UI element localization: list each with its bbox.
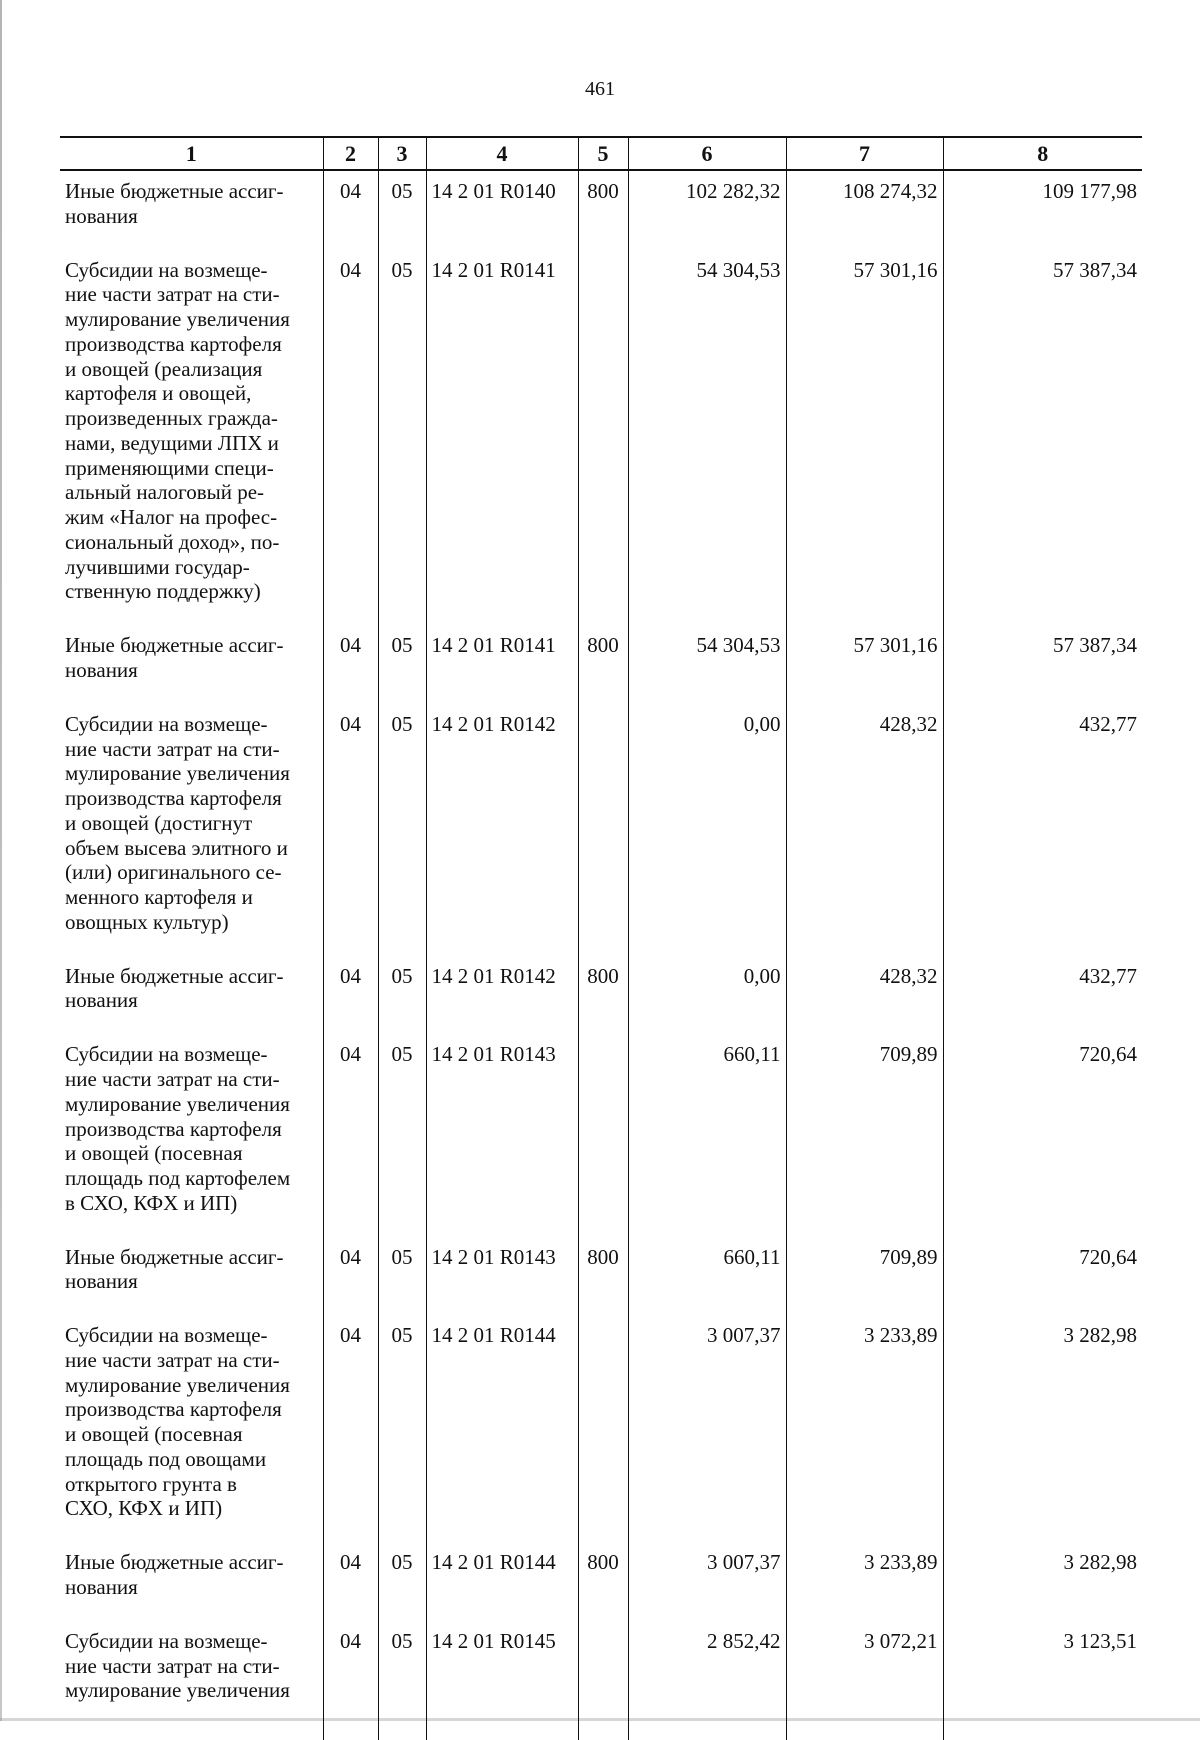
target-item-cell: 14 2 01 R0143 (426, 1034, 578, 1236)
scan-edge-left (0, 0, 2, 1721)
target-item-cell: 14 2 01 R0142 (426, 704, 578, 956)
row-name-cell (60, 250, 323, 626)
row-name-line: нования (65, 658, 138, 683)
row-name-line: нования (65, 1574, 138, 1599)
expense-type-cell (578, 1034, 628, 1236)
row-name-line: применяющими специ- (65, 455, 274, 480)
row-name-line: нования (65, 203, 138, 228)
amount-col-7-cell: 108 274,32 (786, 170, 943, 250)
row-name-line: жим «Налог на профес- (65, 505, 278, 530)
row-name-cell (60, 1034, 323, 1236)
row-name-line: нования (65, 1269, 138, 1294)
row-name-line: мулирование увеличения (65, 1091, 290, 1116)
row-name-line: ние части затрат на сти- (65, 1066, 280, 1091)
row-name-line: Субсидии на возмеще- (65, 1628, 268, 1653)
header-col-7: 7 (786, 137, 943, 170)
header-col-6: 6 (628, 137, 786, 170)
row-name-line: производства картофеля (65, 786, 282, 811)
row-name-line: картофеля и овощей, (65, 381, 252, 406)
row-name-cell (60, 1315, 323, 1542)
amount-col-8-cell: 57 387,34 (943, 625, 1142, 704)
amount-col-6-cell: 3 007,37 (628, 1315, 786, 1542)
row-name-line: Иные бюджетные ассиг- (65, 179, 284, 203)
row-name-line: производства картофеля (65, 1397, 282, 1422)
row-name-cell (60, 1621, 323, 1740)
row-name-line: Иные бюджетные ассиг- (65, 963, 284, 988)
row-name-cell (60, 170, 323, 250)
row-name-line: Субсидии на возмеще- (65, 711, 268, 736)
amount-col-7-cell: 57 301,16 (786, 625, 943, 704)
expense-type-cell (578, 250, 628, 626)
subsection-code-cell: 05 (378, 250, 426, 626)
target-item-cell: 14 2 01 R0142 (426, 956, 578, 1035)
table-row (60, 704, 1142, 956)
row-name-line: объем высева элитного и (65, 835, 288, 860)
row-name-cell (60, 1237, 323, 1316)
row-name-line: произведенных гражда- (65, 406, 278, 431)
subsection-code-cell: 05 (378, 170, 426, 250)
expense-type-cell: 800 (578, 1237, 628, 1316)
table-row (60, 1542, 1142, 1621)
table-row (60, 625, 1142, 704)
target-item-cell: 14 2 01 R0144 (426, 1315, 578, 1542)
row-name-line: нования (65, 988, 138, 1013)
row-name-line: ние части затрат на сти- (65, 1347, 280, 1372)
row-name-line: производства картофеля (65, 331, 282, 356)
row-name-line: и овощей (реализация (65, 356, 263, 381)
subsection-code-cell: 05 (378, 1237, 426, 1316)
expense-type-cell: 800 (578, 956, 628, 1035)
table-row (60, 170, 1142, 250)
amount-col-6-cell: 3 007,37 (628, 1542, 786, 1621)
amount-col-7-cell: 3 233,89 (786, 1542, 943, 1621)
subsection-code-cell: 05 (378, 625, 426, 704)
row-name-line: мулирование увеличения (65, 307, 290, 332)
subsection-code-cell: 05 (378, 1034, 426, 1236)
amount-col-8-cell: 432,77 (943, 704, 1142, 956)
header-col-1: 1 (60, 137, 323, 170)
row-name-line: площадь под картофелем (65, 1166, 291, 1191)
section-code-cell: 04 (323, 625, 378, 704)
row-name-line: Субсидии на возмеще- (65, 257, 268, 282)
amount-col-7-cell: 428,32 (786, 704, 943, 956)
row-name-line: Иные бюджетные ассиг- (65, 1244, 284, 1269)
amount-col-7-cell: 709,89 (786, 1237, 943, 1316)
section-code-cell: 04 (323, 250, 378, 626)
table-row (60, 1237, 1142, 1316)
amount-col-7-cell: 57 301,16 (786, 250, 943, 626)
budget-table (60, 136, 1142, 1740)
header-col-4: 4 (426, 137, 578, 170)
amount-col-8-cell: 57 387,34 (943, 250, 1142, 626)
target-item-cell: 14 2 01 R0140 (426, 170, 578, 250)
row-name-line: и овощей (посевная (65, 1141, 243, 1166)
target-item-cell: 14 2 01 R0145 (426, 1621, 578, 1740)
row-name-line: мулирование увеличения (65, 761, 290, 786)
row-name-cell (60, 625, 323, 704)
row-name-line: сиональный доход», по- (65, 529, 280, 554)
row-name-line: мулирование увеличения (65, 1678, 290, 1703)
subsection-code-cell: 05 (378, 956, 426, 1035)
expense-type-cell: 800 (578, 170, 628, 250)
row-name-line: Субсидии на возмеще- (65, 1323, 268, 1348)
row-name-line: СХО, КФХ и ИП) (65, 1496, 223, 1521)
target-item-cell: 14 2 01 R0144 (426, 1542, 578, 1621)
target-item-cell: 14 2 01 R0143 (426, 1237, 578, 1316)
amount-col-8-cell: 432,77 (943, 956, 1142, 1035)
row-name-line: ние части затрат на сти- (65, 736, 280, 761)
row-name-line: альный налоговый ре- (65, 480, 265, 505)
amount-col-8-cell: 720,64 (943, 1237, 1142, 1316)
row-name-line: (или) оригинального се- (65, 860, 282, 885)
row-name-line: мулирование увеличения (65, 1372, 290, 1397)
target-item-cell: 14 2 01 R0141 (426, 625, 578, 704)
amount-col-8-cell: 3 282,98 (943, 1542, 1142, 1621)
row-name-line: ние части затрат на сти- (65, 282, 280, 307)
row-name-line: и овощей (достигнут (65, 810, 253, 835)
row-name-line: нами, ведущими ЛПХ и (65, 430, 279, 455)
amount-col-6-cell: 54 304,53 (628, 625, 786, 704)
amount-col-8-cell: 3 282,98 (943, 1315, 1142, 1542)
expense-type-cell (578, 704, 628, 956)
expense-type-cell: 800 (578, 1542, 628, 1621)
header-row (60, 137, 1142, 170)
amount-col-6-cell: 54 304,53 (628, 250, 786, 626)
row-name-cell (60, 1542, 323, 1621)
table-row (60, 956, 1142, 1035)
amount-col-6-cell: 660,11 (628, 1034, 786, 1236)
subsection-code-cell: 05 (378, 1315, 426, 1542)
amount-col-7-cell: 428,32 (786, 956, 943, 1035)
row-name-line: производства картофеля (65, 1116, 282, 1141)
table-row (60, 1034, 1142, 1236)
section-code-cell: 04 (323, 704, 378, 956)
amount-col-7-cell: 709,89 (786, 1034, 943, 1236)
row-name-line: в СХО, КФХ и ИП) (65, 1190, 238, 1215)
table-row (60, 1315, 1142, 1542)
subsection-code-cell: 05 (378, 704, 426, 956)
expense-type-cell: 800 (578, 625, 628, 704)
row-name-cell (60, 956, 323, 1035)
row-name-line: овощных культур) (65, 909, 229, 934)
amount-col-6-cell: 102 282,32 (628, 170, 786, 250)
amount-col-6-cell: 0,00 (628, 956, 786, 1035)
expense-type-cell (578, 1315, 628, 1542)
amount-col-6-cell: 660,11 (628, 1237, 786, 1316)
section-code-cell: 04 (323, 1621, 378, 1740)
row-name-line: Иные бюджетные ассиг- (65, 633, 284, 658)
header-col-8: 8 (943, 137, 1142, 170)
amount-col-6-cell: 2 852,42 (628, 1621, 786, 1740)
row-name-line: открытого грунта в (65, 1471, 237, 1496)
section-code-cell: 04 (323, 1237, 378, 1316)
row-name-line: ственную поддержку) (65, 579, 261, 604)
section-code-cell: 04 (323, 956, 378, 1035)
amount-col-7-cell: 3 072,21 (786, 1621, 943, 1740)
page-number: 461 (585, 78, 615, 100)
header-col-5: 5 (578, 137, 628, 170)
section-code-cell: 04 (323, 170, 378, 250)
row-name-line: и овощей (посевная (65, 1422, 243, 1447)
section-code-cell: 04 (323, 1034, 378, 1236)
section-code-cell: 04 (323, 1315, 378, 1542)
header-col-3: 3 (378, 137, 426, 170)
row-name-line: Субсидии на возмеще- (65, 1042, 268, 1067)
row-name-cell (60, 704, 323, 956)
header-col-2: 2 (323, 137, 378, 170)
amount-col-7-cell: 3 233,89 (786, 1315, 943, 1542)
row-name-line: лучившими государ- (65, 554, 250, 579)
subsection-code-cell: 05 (378, 1542, 426, 1621)
row-name-line: площадь под овощами (65, 1446, 267, 1471)
row-name-line: ние части затрат на сти- (65, 1653, 280, 1678)
target-item-cell: 14 2 01 R0141 (426, 250, 578, 626)
amount-col-8-cell: 720,64 (943, 1034, 1142, 1236)
row-name-line: менного картофеля и (65, 885, 253, 910)
amount-col-8-cell: 109 177,98 (943, 170, 1142, 250)
section-code-cell: 04 (323, 1542, 378, 1621)
amount-col-8-cell: 3 123,51 (943, 1621, 1142, 1740)
subsection-code-cell: 05 (378, 1621, 426, 1740)
table-row (60, 1621, 1142, 1740)
amount-col-6-cell: 0,00 (628, 704, 786, 956)
row-name-line: Иные бюджетные ассиг- (65, 1550, 284, 1575)
table-row (60, 250, 1142, 626)
expense-type-cell (578, 1621, 628, 1740)
